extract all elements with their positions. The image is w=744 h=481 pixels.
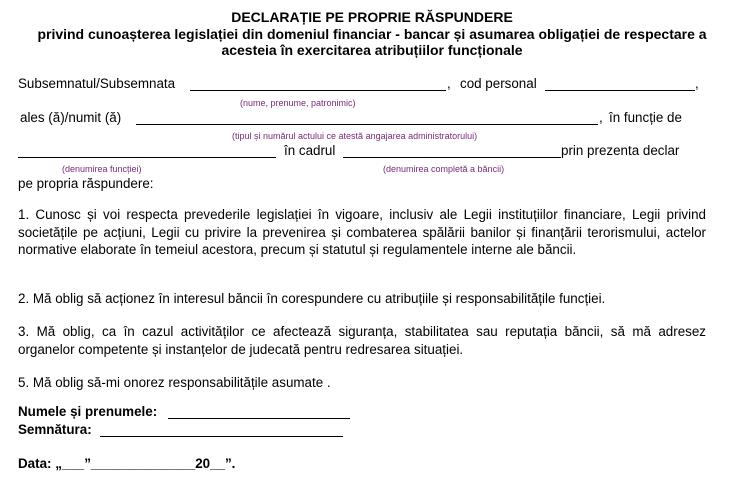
name-field-end: , [447,76,451,91]
semnatura-field[interactable] [100,436,343,437]
ales-label: ales (ă)/numit (ă) [20,110,122,125]
clause-5: 5. Mă oblig să-mi onorez responsabilitățile asumate . [18,375,331,390]
semnatura-label: Semnătura: [18,422,92,437]
prin-prezenta-label: prin prezenta declar [561,143,680,158]
clause-1: 1. Cunosc și voi respecta prevederile legislației în vigoare, inclusiv ale Legii instituțiilor financiare, Legii privind societățile pe acțiuni, Legii cu privire la prevenirea și combaterea spălării banilor și finanțării terorismului, actelor normative elaborate în temeiul acestora, precum și statutul și regulamentele interne ale băncii. [18,207,706,257]
nume-prenume-field[interactable] [168,418,350,419]
clause-3: 3. Mă oblig, ca în cazul activităților ce afectează siguranța, stabilitatea sau reputația băncii, să mă adresez organelor competente și instanțelor de judecată pentru redresarea situației. [18,324,706,357]
raspundere-label: pe propria răspundere: [18,176,154,191]
function-hint: (denumirea funcției) [62,164,142,174]
appointment-act-field[interactable] [136,124,598,125]
cod-personal-end: , [695,76,699,91]
act-hint: (tipul și numărul actului ce atestă angajarea administratorului) [232,131,478,141]
page-subtitle-line2: acesteia în exercitarea atribuțiilor funcționale [221,42,523,58]
page-subtitle-line1: privind cunoașterea legislației din domeniul financiar - bancar și asumarea obligației de respectare a [37,26,707,42]
cod-personal-field[interactable] [545,90,695,91]
nume-prenume-label: Numele și prenumele: [18,404,158,419]
cod-personal-label: cod personal [460,76,537,91]
bank-hint: (denumirea completă a băncii) [383,164,505,174]
in-functie-label: în funcție de [609,110,682,125]
page-title: DECLARAȚIE PE PROPRIE RĂSPUNDERE [231,9,513,25]
subsemnatul-label: Subsemnatul/Subsemnata [18,76,176,91]
date-line[interactable]: Data: „___”______________20__”. [18,456,236,471]
clause-2: 2. Mă oblig să acționez în interesul băncii în corespundere cu atribuțiile și responsabilitățile funcției. [18,291,606,306]
appointment-act-end: , [599,110,603,125]
in-cadrul-label: în cadrul [284,143,336,158]
bank-field[interactable] [343,157,561,158]
name-field[interactable] [190,90,446,91]
name-hint: (nume, prenume, patronimic) [240,98,356,108]
function-field[interactable] [18,157,276,158]
